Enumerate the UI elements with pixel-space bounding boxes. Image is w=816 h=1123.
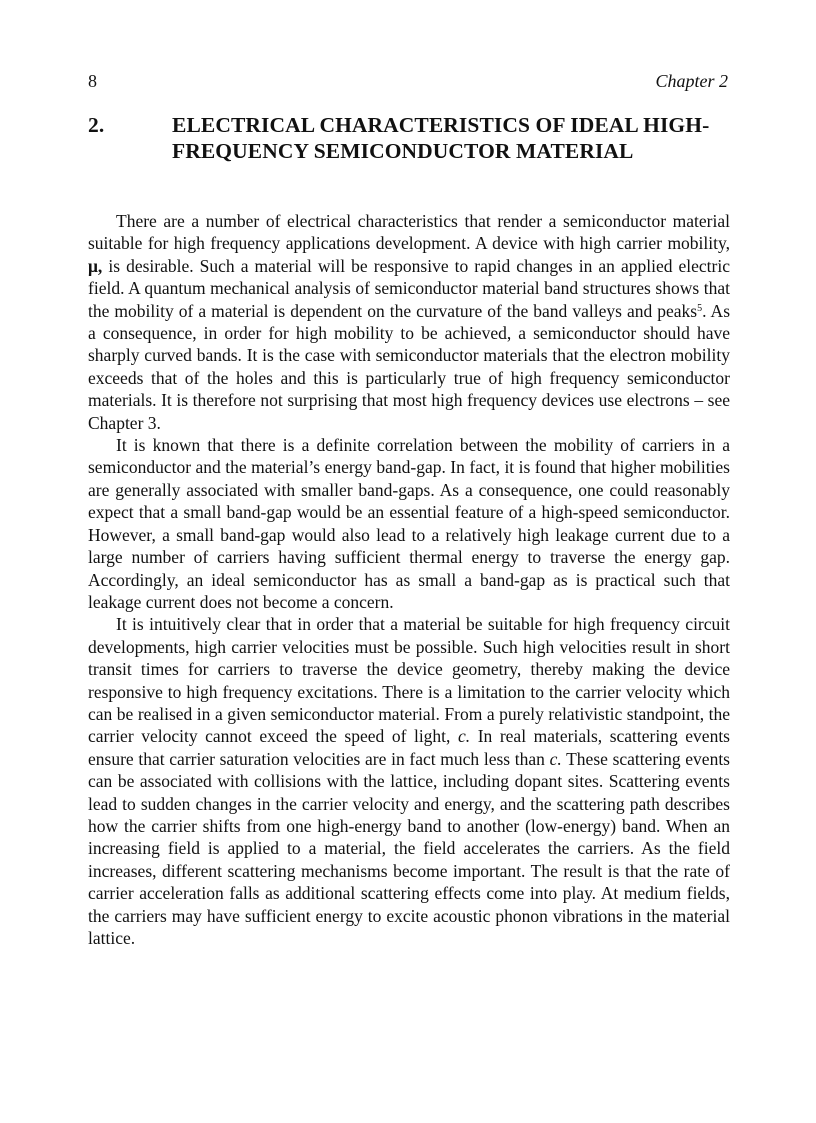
paragraph-1-part-a: There are a number of electrical characteristics that render a semiconductor material suitable for high frequency applications development. A device with high carrier mobility, xyxy=(88,211,730,254)
citation-superscript: 5 xyxy=(697,302,703,314)
paragraph-3-part-e: These scattering events can be associated with collisions with the lattice, including dopant sites. Scattering events lead to sudden changes in the carrier velocity and energy, and the scattering path describes how the carrier shifts from one high-energy band to another (low-energy) band. When an increasing field is applied to a material, the field accelerates the carriers. As the field increases, different scattering mechanisms become important. The result is that the rate of carrier acceleration falls as additional scattering effects come into play. At medium fields, the carriers may have sufficient energy to excite acoustic phonon vibrations in the material lattice. xyxy=(88,748,730,948)
paragraph-3-part-a: It is intuitively clear that in order that a material be suitable for high frequency circuit developments, high carrier velocities must be possible. Such high velocities result in short transit times for carriers to traverse the device geometry, thereby making the device responsive to high frequency excitations. There is a limitation to the carrier velocity which can be realised in a given semiconductor material. From a purely relativistic standpoint, the carrier velocity cannot exceed the speed of light, xyxy=(88,614,730,747)
chapter-label: Chapter 2 xyxy=(655,71,728,91)
section-heading xyxy=(88,112,728,164)
paragraph-1-part-e: . As a consequence, in order for high mobility to be achieved, a semiconductor should have sharply curved bands. It is the case with semiconductor materials that the electron mobility exceeds that of the holes and this is particularly true of high frequency semiconductor materials. It is therefore not surprising that most high frequency devices use electrons – see Chapter 3. xyxy=(88,300,731,433)
paragraph-3-part-c: In real materials, scattering events ensure that carrier saturation velocities are in fact much less than xyxy=(88,726,730,769)
running-header xyxy=(88,70,728,92)
speed-of-light-symbol-2: c. xyxy=(549,748,562,769)
paragraph-3 xyxy=(88,613,730,949)
section-title: ELECTRICAL CHARACTERISTICS OF IDEAL HIGH-FREQUENCY SEMICONDUCTOR MATERIAL xyxy=(172,113,710,163)
page-number: 8 xyxy=(88,71,97,91)
paragraph-2: It is known that there is a definite correlation between the mobility of carriers in a semiconductor and the material’s energy band-gap. In fact, it is found that higher mobilities are generally associated with smaller band-gaps. As a consequence, one could reasonably expect that a small band-gap would be an essential feature of a high-speed semiconductor. However, a small band-gap would also lead to a relatively high leakage current due to a large number of carriers having sufficient thermal energy to traverse the energy gap. Accordingly, an ideal semiconductor has as small a band-gap as is practical such that leakage current does not become a concern. xyxy=(88,435,730,612)
paragraph-1 xyxy=(88,210,730,434)
section-number: 2. xyxy=(88,113,105,137)
mu-symbol: μ, xyxy=(88,255,103,276)
body-text xyxy=(88,210,730,949)
paragraph-1-part-c: is desirable. Such a material will be responsive to rapid changes in an applied electric field. A quantum mechanical analysis of semiconductor material band structures shows that the mobility of a material is dependent on the curvature of the band valleys and peaks xyxy=(88,255,730,321)
speed-of-light-symbol: c. xyxy=(457,726,471,747)
